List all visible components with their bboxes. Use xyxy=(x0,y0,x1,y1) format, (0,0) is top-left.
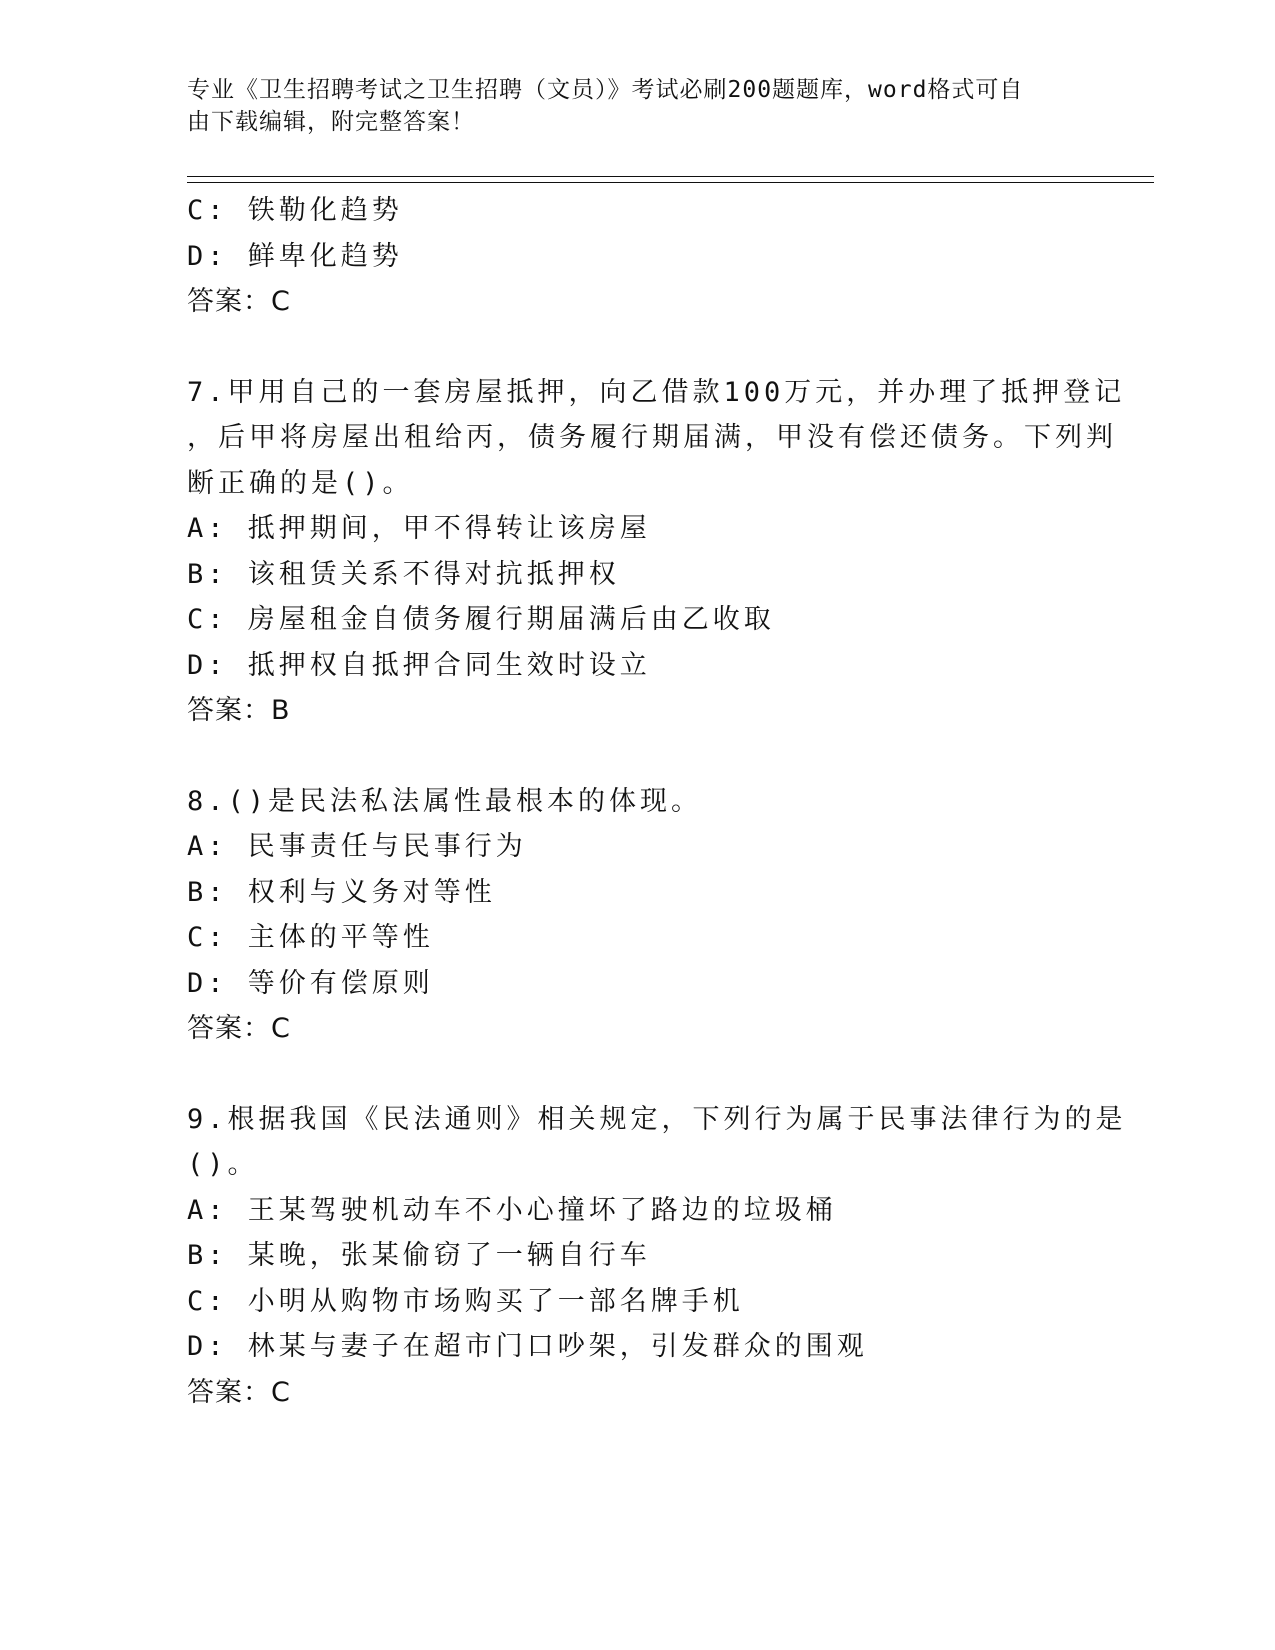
option-a: A: 王某驾驶机动车不小心撞坏了路边的垃圾桶 xyxy=(187,1194,837,1226)
question-9 xyxy=(187,1097,1127,1416)
continued-question xyxy=(187,188,1067,325)
option-d: D: 抵押权自抵押合同生效时设立 xyxy=(187,649,651,681)
option-c: C: 主体的平等性 xyxy=(187,922,434,953)
option-d: D: 林某与妻子在超市门口吵架，引发群众的围观 xyxy=(187,1331,868,1362)
question-7 xyxy=(187,370,1126,734)
question-stem-line: ，后甲将房屋出租给丙，债务履行期届满，甲没有偿还债务。下列判 xyxy=(187,422,1117,453)
header-line-1: 专业《卫生招聘考试之卫生招聘（文员）》考试必刷200题题库，word格式可自 xyxy=(187,77,1024,103)
header-line-2: 由下载编辑，附完整答案！ xyxy=(187,109,475,135)
question-list xyxy=(187,188,1127,1415)
question-stem-line: 8.()是民法私法属性最根本的体现。 xyxy=(187,785,703,817)
option-d: D: 鲜卑化趋势 xyxy=(187,240,403,272)
option-c: C: 小明从购物市场购买了一部名牌手机 xyxy=(187,1285,744,1317)
spacer xyxy=(187,325,1067,370)
answer-line: 答案：C xyxy=(187,286,291,317)
option-b: B: 某晚，张某偷窃了一辆自行车 xyxy=(187,1240,651,1271)
question-8 xyxy=(187,779,1067,1052)
answer-line: 答案：B xyxy=(187,695,291,726)
option-a: A: 民事责任与民事行为 xyxy=(187,831,527,862)
question-stem-line: 9.根据我国《民法通则》相关规定，下列行为属于民事法律行为的是 xyxy=(187,1103,1127,1135)
option-c: C: 铁勒化趋势 xyxy=(187,195,403,226)
option-b: B: 该租赁关系不得对抗抵押权 xyxy=(187,558,620,590)
question-stem-line: ()。 xyxy=(187,1149,259,1180)
spacer xyxy=(187,1052,1067,1097)
spacer xyxy=(187,734,1067,779)
header-divider xyxy=(187,176,1154,183)
question-stem-line: 断正确的是()。 xyxy=(187,467,414,499)
option-a: A: 抵押期间，甲不得转让该房屋 xyxy=(187,513,651,544)
option-d: D: 等价有偿原则 xyxy=(187,967,434,999)
option-c: C: 房屋租金自债务履行期届满后由乙收取 xyxy=(187,604,775,635)
answer-line: 答案：C xyxy=(187,1376,291,1408)
question-stem-line: 7.甲用自己的一套房屋抵押，向乙借款100万元，并办理了抵押登记 xyxy=(187,376,1126,408)
option-b: B: 权利与义务对等性 xyxy=(187,876,496,908)
page-header xyxy=(187,74,1067,138)
answer-line: 答案：C xyxy=(187,1013,291,1044)
